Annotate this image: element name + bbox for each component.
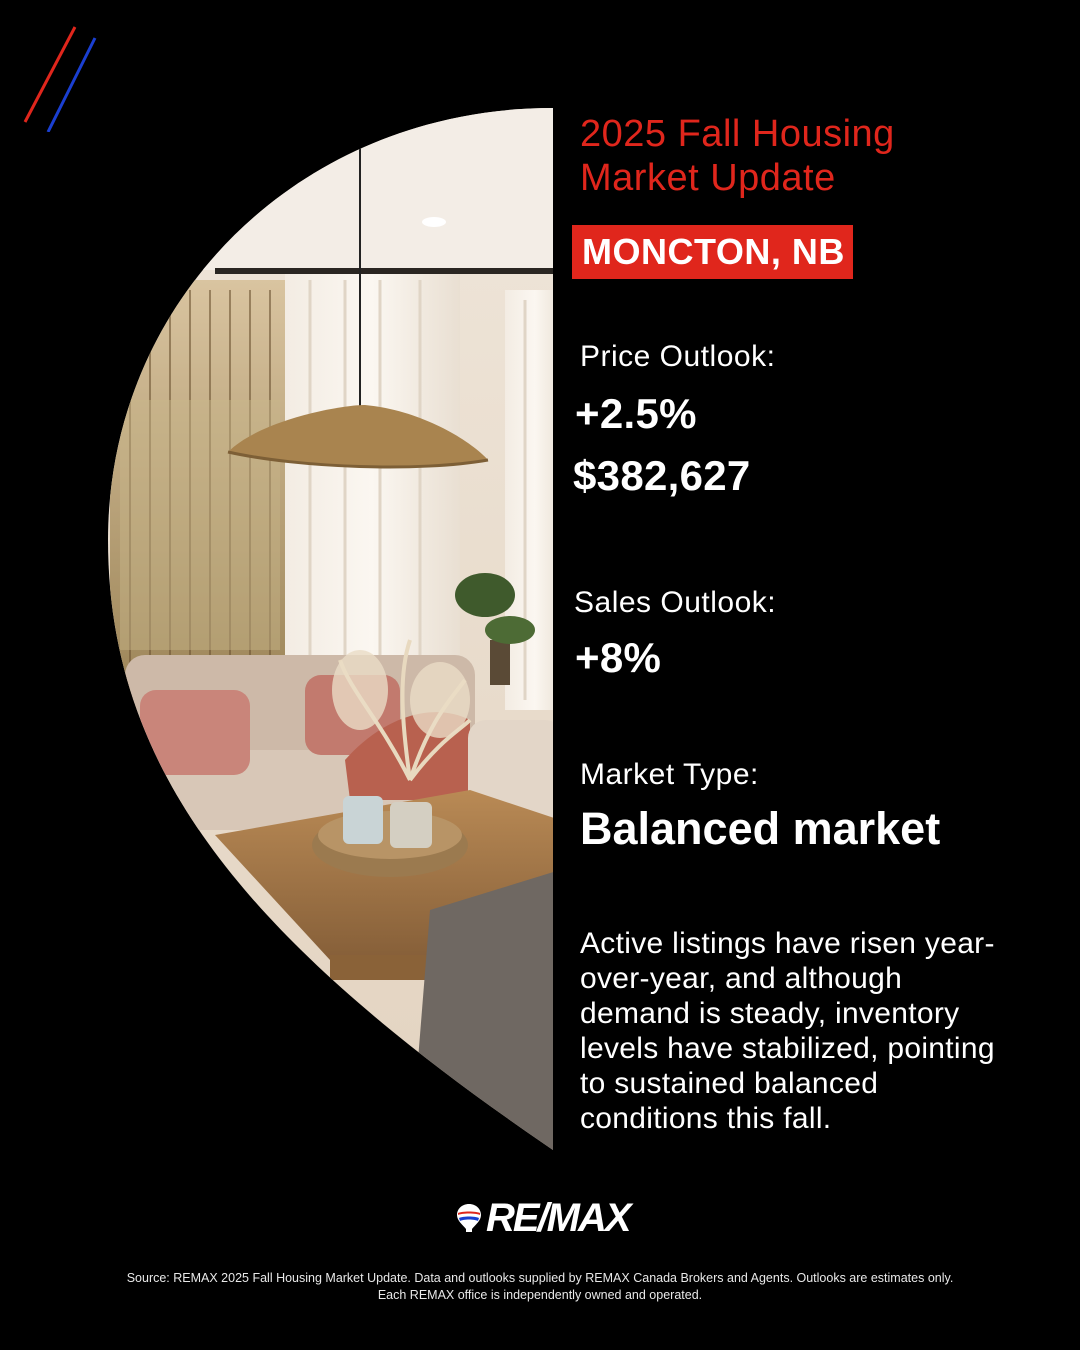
source-footer bbox=[40, 1270, 1040, 1304]
market-type-label: Market Type: bbox=[580, 758, 759, 791]
page-title: 2025 Fall Housing Market Update bbox=[580, 113, 895, 199]
market-type-value: Balanced market bbox=[580, 803, 941, 854]
footer-line-1: Source: REMAX 2025 Fall Housing Market Update. Data and outlooks supplied by REMAX Canada Brokers and Agents. Outlooks are estimates only. bbox=[126, 1271, 954, 1285]
price-amount-value: $382,627 bbox=[573, 452, 751, 499]
hot-air-balloon-icon bbox=[456, 1203, 482, 1233]
market-description: Active listings have risen year-over-year, and although demand is steady, inventory levels have stabilized, pointing to sustained balanced conditions this fall. bbox=[580, 927, 995, 1135]
footer-line-2: Each REMAX office is independently owned and operated. bbox=[377, 1288, 703, 1302]
sales-change-value: +8% bbox=[575, 634, 662, 681]
price-change-value: +2.5% bbox=[575, 390, 697, 437]
remax-logo bbox=[456, 1193, 630, 1243]
price-outlook-label: Price Outlook: bbox=[580, 340, 776, 373]
city-badge: MONCTON, NB bbox=[572, 225, 853, 279]
remax-logo-text: RE/MAX bbox=[486, 1195, 630, 1240]
sales-outlook-label: Sales Outlook: bbox=[574, 586, 777, 619]
